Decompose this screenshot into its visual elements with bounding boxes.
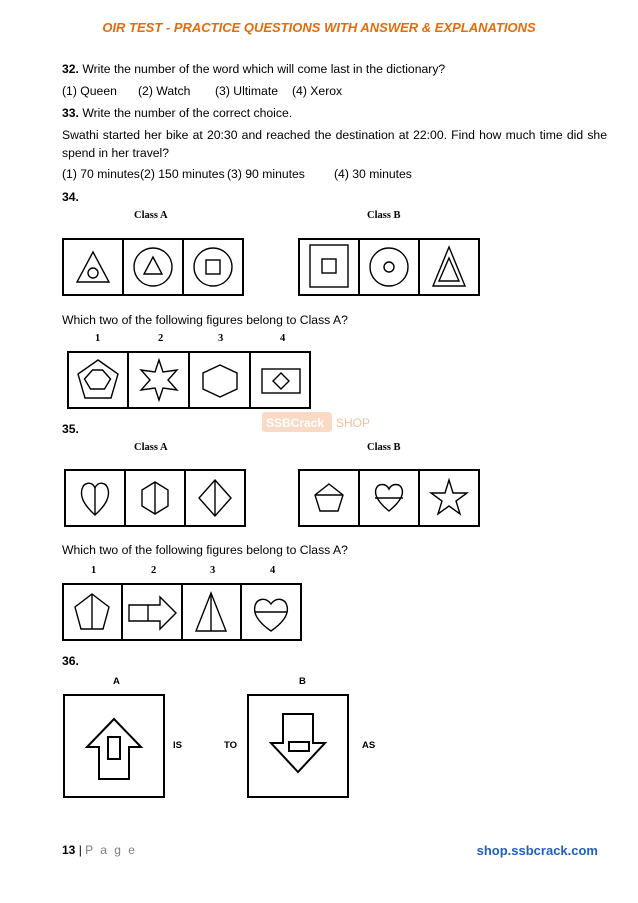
q34-choice-label-4: 4 [280, 333, 286, 344]
q35-choice-label-1: 1 [91, 565, 97, 576]
question-text: Write the number of the correct choice. [82, 106, 293, 120]
q32-option-1: (1) Queen [62, 84, 117, 98]
q34-choice-figures [67, 351, 311, 409]
q33-option-1: (1) 70 minutes [62, 167, 140, 181]
q35-class-a-figures [64, 469, 246, 527]
question-32 [62, 60, 445, 78]
q35-choice-label-2: 2 [151, 565, 157, 576]
q34-class-b-figures [298, 238, 480, 296]
q34-class-a-figures [62, 238, 244, 296]
q35-choice-label-4: 4 [270, 565, 276, 576]
q36-figure-a [63, 694, 165, 798]
footer-page-number [62, 843, 137, 857]
q36-label-b: B [299, 676, 306, 687]
question-number: 33. [62, 106, 79, 120]
ssbcrack-watermark-logo [262, 410, 380, 434]
question-number: 32. [62, 62, 79, 76]
q32-option-3: (3) Ultimate [215, 84, 278, 98]
footer-separator: | [78, 843, 82, 857]
q33-body: Swathi started her bike at 20:30 and reached the destination at 22:00. Find how much time did she spend in her travel? [62, 128, 607, 160]
question-text: Write the number of the word which will come last in the dictionary? [82, 62, 446, 76]
q34-prompt: Which two of the following figures belong to Class A? [62, 313, 348, 327]
q36-label-a: A [113, 676, 120, 687]
q36-figure-b [247, 694, 349, 798]
q35-class-b-label: Class B [367, 442, 401, 453]
q32-option-4: (4) Xerox [292, 84, 343, 98]
q34-choice-label-1: 1 [95, 333, 101, 344]
q33-option-2: (2) 150 minutes [140, 167, 225, 181]
watermark-text-right: SHOP [336, 416, 371, 430]
q32-option-2: (2) Watch [138, 84, 191, 98]
q34-class-a-label: Class A [134, 210, 168, 221]
q33-option-4: (4) 30 minutes [334, 167, 412, 181]
question-33 [62, 104, 292, 122]
q35-prompt: Which two of the following figures belong to Class A? [62, 543, 348, 557]
q35-class-a-label: Class A [134, 442, 168, 453]
question-35-number: 35. [62, 422, 79, 436]
q35-class-b-figures [298, 469, 480, 527]
q35-choice-figures [62, 583, 302, 641]
q34-choice-label-2: 2 [158, 333, 164, 344]
question-34-number: 34. [62, 190, 79, 204]
q36-word-to: TO [224, 740, 238, 751]
question-36-number: 36. [62, 654, 79, 668]
watermark-text-left: SSBCrack [266, 416, 325, 430]
page-number: 13 [62, 843, 76, 857]
q35-choice-label-3: 3 [210, 565, 216, 576]
page-header: OIR TEST - PRACTICE QUESTIONS WITH ANSWER & EXPLANATIONS [102, 20, 536, 35]
footer-site-link[interactable]: shop.ssbcrack.com [476, 843, 598, 858]
q34-choice-label-3: 3 [218, 333, 224, 344]
q34-class-b-label: Class B [367, 210, 401, 221]
q33-option-3: (3) 90 minutes [227, 167, 305, 181]
q36-word-is: IS [173, 740, 182, 751]
q36-word-as: AS [362, 740, 376, 751]
page-word: P a g e [85, 843, 137, 857]
